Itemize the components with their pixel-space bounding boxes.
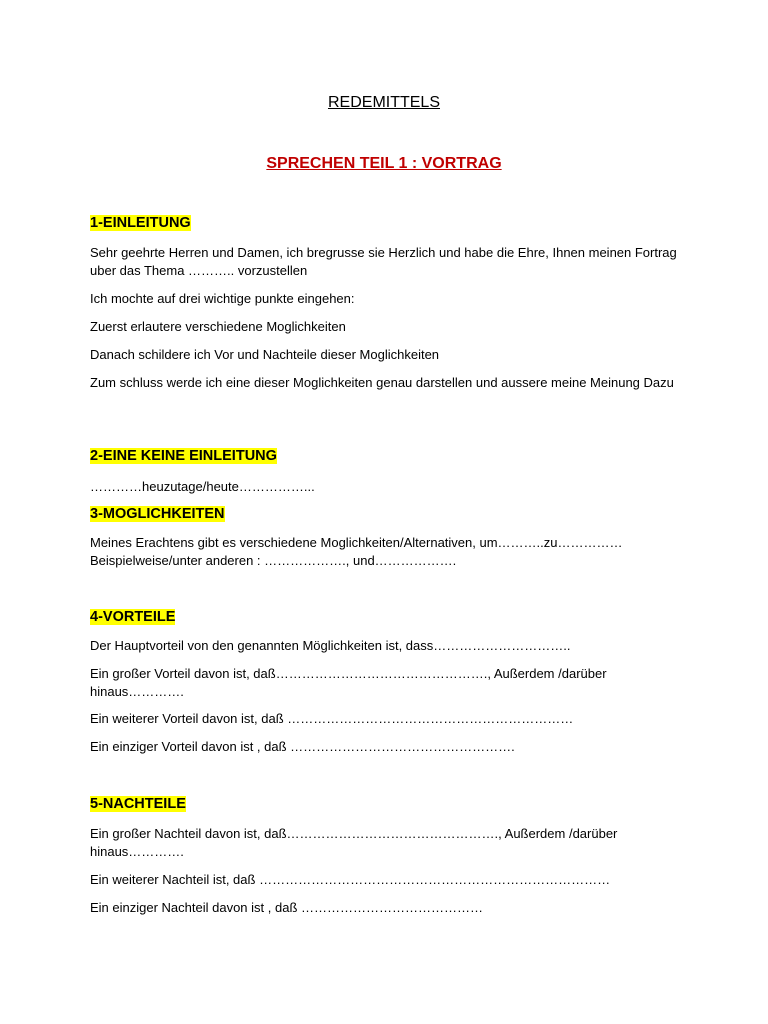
paragraph: Ein weiterer Nachteil ist, daß ………………………………………………………………………: [90, 872, 611, 887]
paragraph: Zuerst erlautere verschiedene Moglichkeiten: [90, 319, 346, 334]
paragraph: …………heuzutage/heute……………...: [90, 479, 315, 494]
paragraph: Zum schluss werde ich eine dieser Moglichkeiten genau darstellen und aussere meine Meinung Dazu: [90, 375, 674, 390]
paragraph: Ein einziger Vorteil davon ist , daß …………………………………………….: [90, 739, 515, 754]
paragraph: Ein großer Vorteil davon ist, daß…………………………………………., Außerdem /darüber hinaus………….: [90, 666, 607, 699]
paragraph: Ein weiterer Vorteil davon ist, daß …………………………………………………………: [90, 711, 574, 726]
paragraph: Meines Erachtens gibt es verschiedene Moglichkeiten/Alternativen, um………..zu…………… Beispielweise/unter anderen : ………………., und……………….: [90, 535, 623, 568]
section-heading-vorteile: 4-VORTEILE: [90, 609, 176, 625]
section-heading-einleitung: 1-EINLEITUNG: [90, 215, 191, 231]
paragraph: Ich mochte auf drei wichtige punkte eingehen:: [90, 291, 355, 306]
section-heading-keine-einleitung: 2-EINE KEINE EINLEITUNG: [90, 448, 277, 464]
section-heading-nachteile: 5-NACHTEILE: [90, 796, 186, 812]
section-heading-moglichkeiten: 3-MOGLICHKEITEN: [90, 506, 225, 522]
paragraph: Ein großer Nachteil davon ist, daß…………………………………………., Außerdem /darüber hinaus………….: [90, 826, 618, 859]
paragraph: Sehr geehrte Herren und Damen, ich bregrusse sie Herzlich und habe die Ehre, Ihnen meinen Fortrag uber das Thema ……….. vorzustellen: [90, 245, 677, 278]
document-title: REDEMITTELS: [327, 94, 440, 111]
paragraph: Danach schildere ich Vor und Nachteile dieser Moglichkeiten: [90, 347, 440, 362]
document-subtitle: SPRECHEN TEIL 1 : VORTRAG: [266, 155, 502, 172]
paragraph: Der Hauptvorteil von den genannten Möglichkeiten ist, dass…………………………..: [90, 638, 571, 653]
paragraph: Ein einziger Nachteil davon ist , daß ……………………………………: [90, 900, 483, 915]
